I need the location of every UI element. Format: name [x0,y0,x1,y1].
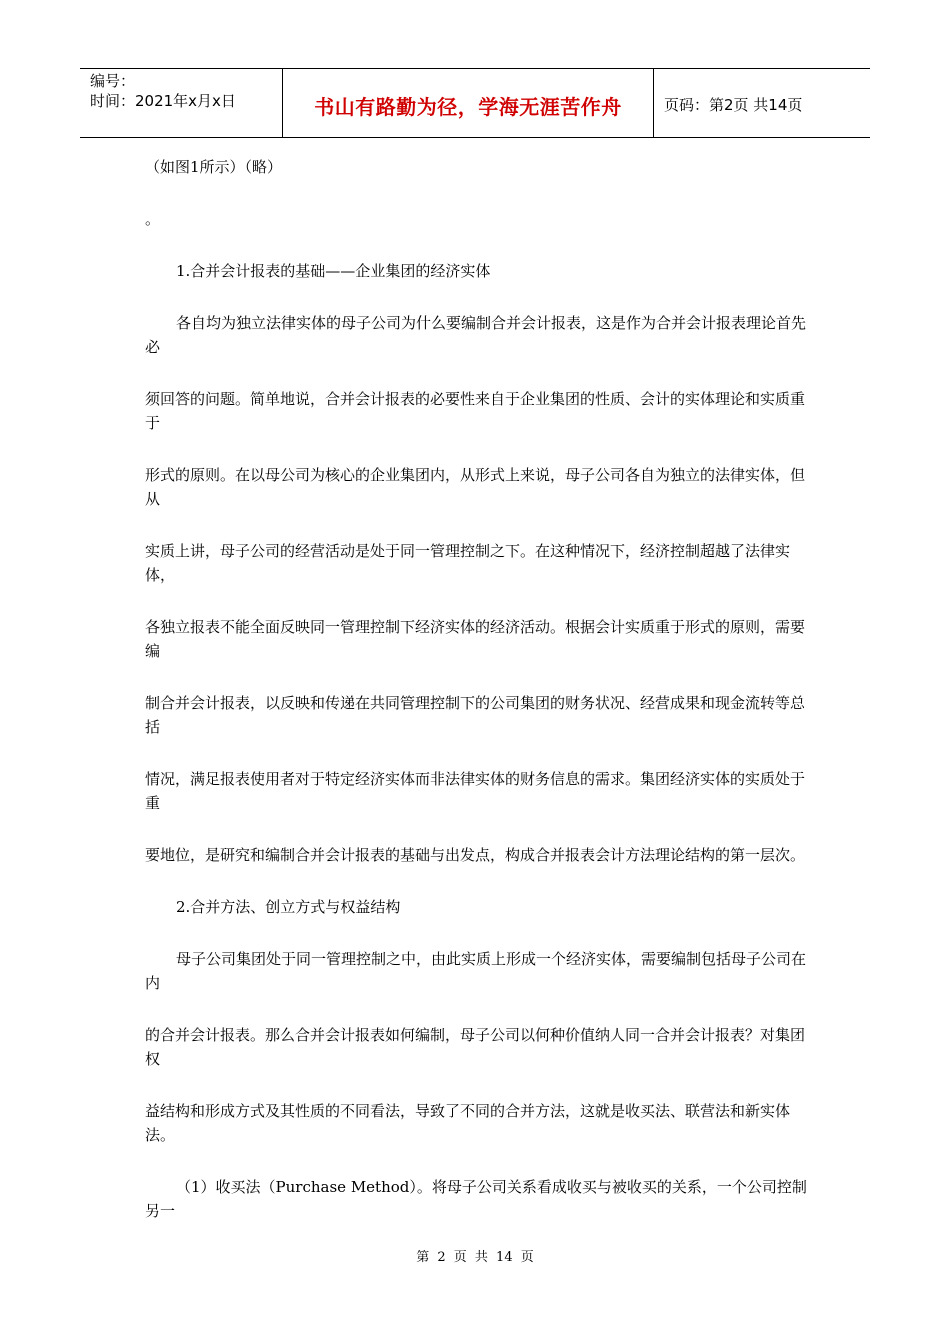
paragraph: 须回答的问题。简单地说，合并会计报表的必要性来自于企业集团的性质、会计的实体理论和实质重于 [145,390,806,432]
header-meta [80,69,282,137]
page-header [80,68,870,138]
paragraph: （1）收买法（Purchase Method）。将母子公司关系看成收买与被收买的关系，一个公司控制另一 [145,1178,807,1220]
section-heading: 1.合并会计报表的基础——企业集团的经济实体 [176,262,491,280]
paragraph: 的合并会计报表。那么合并会计报表如何编制，母子公司以何种价值纳人同一合并会计报表？对集团权 [145,1026,806,1068]
paragraph: 要地位，是研究和编制合并会计报表的基础与出发点，构成合并报表会计方法理论结构的第一层次。 [145,846,806,864]
paragraph: 益结构和形成方式及其性质的不同看法，导致了不同的合并方法，这就是收买法、联营法和新实体法。 [145,1102,791,1144]
header-page-cell [654,69,870,137]
section-heading: 2.合并方法、创立方式与权益结构 [176,898,401,916]
header-motto: 书山有路勤为径，学海无涯苦作舟 [314,94,622,119]
paragraph: （如图1所示）（略） [145,158,283,176]
paragraph: 制合并会计报表，以反映和传递在共同管理控制下的公司集团的财务状况、经营成果和现金流转等总括 [145,694,806,736]
document-body [145,155,810,1251]
paragraph: 。 [145,210,161,228]
document-number: 编号： [90,72,136,90]
paragraph: 各独立报表不能全面反映同一管理控制下经济实体的经济活动。根据会计实质重于形式的原则，需要编 [145,618,806,660]
paragraph: 母子公司集团处于同一管理控制之中，由此实质上形成一个经济实体，需要编制包括母子公司在内 [145,950,807,992]
header-motto-cell [282,69,654,137]
paragraph: 情况，满足报表使用者对于特定经济实体而非法律实体的财务信息的需求。集团经济实体的实质处于重 [145,770,806,812]
page-footer: 第 2 页 共 14 页 [416,1250,534,1265]
paragraph: 形式的原则。在以母公司为核心的企业集团内，从形式上来说，母子公司各自为独立的法律实体，但从 [145,466,806,508]
paragraph: 各自均为独立法律实体的母子公司为什么要编制合并会计报表，这是作为合并会计报表理论首先必 [145,314,807,356]
document-date: 时间：2021年x月x日 [90,92,236,110]
header-page-info: 页码：第2页 共14页 [664,95,803,114]
paragraph: 实质上讲，母子公司的经营活动是处于同一管理控制之下。在这种情况下，经济控制超越了法律实体， [145,542,791,584]
